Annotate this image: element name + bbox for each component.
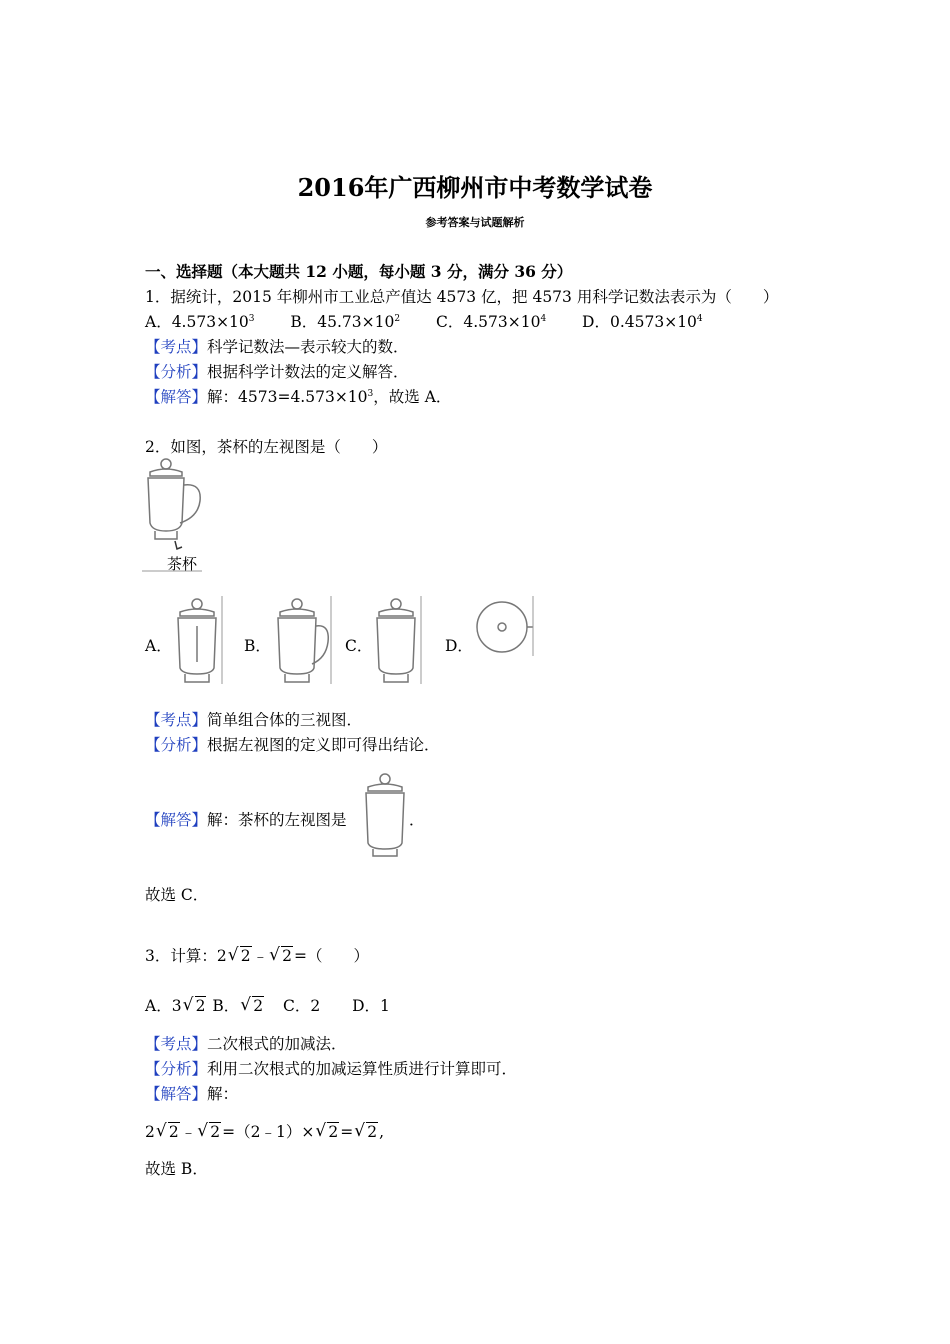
q2-jieda: 【解答】解：茶杯的左视图是 [145, 811, 347, 829]
q1-options [145, 312, 703, 332]
q2-option-b-figure [268, 596, 334, 686]
q1-option-b: B．$45.73\times 10^2$ [290, 313, 401, 331]
q2-option-c-label: C． [345, 637, 373, 655]
q2-option-a-figure [168, 596, 226, 686]
q3-kaodian: 【考点】二次根式的加减法． [145, 1035, 347, 1053]
q2-option-d-label: D． [445, 637, 473, 655]
q2-fenxi: 【分析】根据左视图的定义即可得出结论． [145, 736, 440, 754]
q2-option-d-figure [473, 596, 537, 658]
q2-option-c-figure [367, 596, 425, 686]
q3-stem: 3．计算：2√ 2 ﹣√ 2 =（ ） [145, 946, 369, 966]
q2-conclusion: 故选 C． [145, 886, 209, 904]
q3-calculation: 2√ 2 ﹣√ 2 =（2﹣1）×√ 2 =√ 2 , [145, 1122, 384, 1142]
q2-answer-figure [358, 771, 412, 859]
page-title: 2016年广西柳州市中考数学试卷 [297, 173, 653, 202]
q1-option-a: A．$4.573\times 10^3$ [145, 313, 255, 331]
q3-conclusion: 故选 B． [145, 1160, 208, 1178]
q3-fenxi: 【分析】利用二次根式的加减运算性质进行计算即可． [145, 1060, 518, 1078]
q1-jieda: 【解答】解：$4573=4.573\times 10^3$，故选 A． [145, 388, 452, 406]
q2-jieda-end: ． [409, 811, 425, 829]
q1-stem: 1．据统计，2015 年柳州市工业总产值达 4573 亿，把 4573 用科学记数法表示为（ ） [145, 288, 779, 306]
q3-jieda: 【解答】解： [145, 1085, 239, 1103]
teacup-caption: 茶杯 [167, 555, 198, 573]
q2-option-a-label: A． [145, 637, 172, 655]
q2-stem: 2．如图，茶杯的左视图是（ ） [145, 438, 388, 456]
q2-option-b-label: B． [244, 637, 271, 655]
page-subtitle: 参考答案与试题解析 [425, 216, 525, 229]
q1-option-d: D．$0.4573\times 10^4$ [582, 313, 703, 331]
q2-kaodian: 【考点】简单组合体的三视图． [145, 711, 363, 729]
q1-fenxi: 【分析】根据科学计数法的定义解答． [145, 363, 409, 381]
q3-option-a: A．3√ 2 [145, 997, 207, 1015]
q1-option-c: C．$4.573\times 10^4$ [435, 313, 547, 331]
q3-option-c: C．2 [283, 997, 321, 1015]
q3-options [145, 996, 390, 1016]
q3-option-d: D．1 [352, 997, 390, 1015]
section-heading: 一、选择题（本大题共 12 小题，每小题 3 分，满分 36 分） [145, 262, 573, 281]
sqrt-expression: √ 2 [228, 946, 252, 966]
q3-option-b: B．√ 2 [212, 997, 265, 1015]
q1-kaodian: 【考点】科学记数法—表示较大的数． [145, 338, 409, 356]
sqrt-expression: √ 2 [269, 946, 293, 966]
